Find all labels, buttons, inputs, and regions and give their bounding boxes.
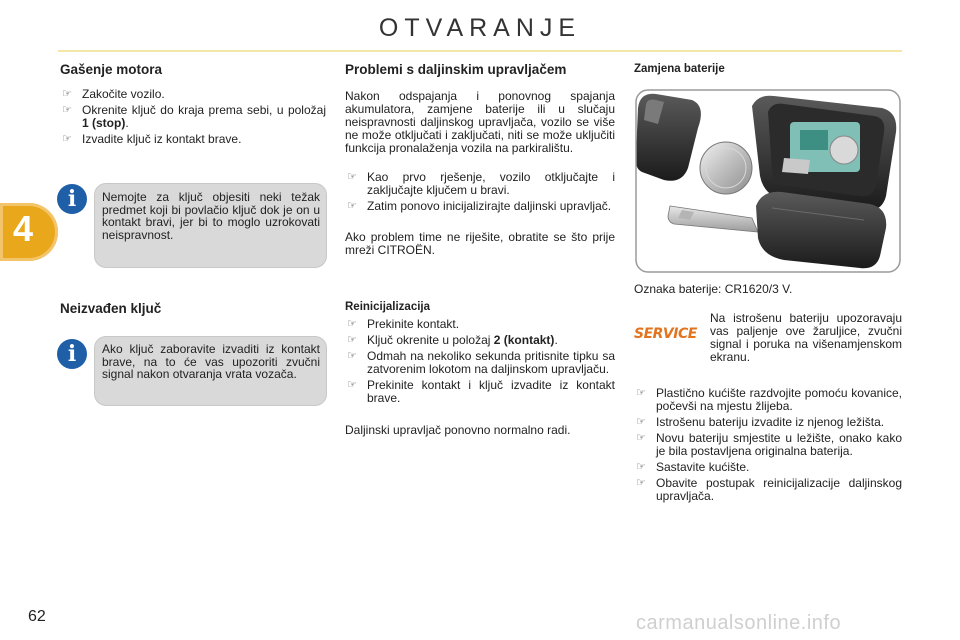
list-item [345, 334, 615, 347]
pointing-hand-icon: ☞ [62, 133, 72, 145]
list-item-text: Izvadite ključ iz kontakt brave. [82, 132, 242, 146]
key-battery-photo [634, 88, 902, 274]
list-item [345, 350, 615, 376]
key-battery-illustration [634, 88, 902, 274]
watermark: carmanualsonline.info [636, 612, 842, 634]
pointing-hand-icon: ☞ [636, 477, 646, 489]
pointing-hand-icon: ☞ [347, 350, 357, 362]
key-left-heading: Neizvađen ključ [60, 301, 162, 316]
list-item [634, 387, 902, 413]
list-item-text: Sastavite kućište. [656, 460, 750, 474]
list-item [634, 477, 902, 503]
remote-problems-steps [345, 171, 615, 216]
pointing-hand-icon: ☞ [636, 416, 646, 428]
list-item-text: Zatim ponovo inicijalizirajte daljinski upravljač. [367, 199, 612, 213]
info-icon: i [57, 184, 87, 214]
pointing-hand-icon: ☞ [347, 379, 357, 391]
list-item [345, 171, 615, 197]
pointing-hand-icon: ☞ [347, 318, 357, 330]
list-item-tail: . [125, 116, 129, 130]
list-item-text: Kao prvo rješenje, vozilo otključajte i zaključajte ključem u bravi. [367, 170, 615, 197]
list-item-text: Istrošenu bateriju izvadite iz njenog ležišta. [656, 415, 885, 429]
pointing-hand-icon: ☞ [636, 387, 646, 399]
pointing-hand-icon: ☞ [636, 461, 646, 473]
service-warning-text: Na istrošenu bateriju upozoravaju vas paljenje ove žaruljice, zvučni signal i poruka na višenamjenskom ekranu. [710, 311, 902, 364]
list-item [345, 379, 615, 405]
engine-off-heading: Gašenje motora [60, 62, 163, 77]
list-item-text: Ključ okrenite u položaj [367, 333, 494, 347]
list-item [634, 432, 902, 458]
list-item-text: Prekinite kontakt i ključ izvadite iz kontakt brave. [367, 378, 615, 405]
list-item [60, 133, 326, 146]
pointing-hand-icon: ☞ [636, 432, 646, 444]
service-icon: SERVICE [634, 326, 697, 342]
title-divider [58, 50, 902, 52]
list-item-emphasis: 2 (kontakt) [493, 333, 555, 347]
reinit-steps [345, 318, 615, 408]
list-item-text: Odmah na nekoliko sekunda pritisnite tipku sa zatvorenim lokotom na daljinskom upravljaču. [367, 349, 615, 376]
pointing-hand-icon: ☞ [347, 200, 357, 212]
page-title: OTVARANJE [378, 14, 582, 42]
list-item-emphasis: 1 (stop) [82, 116, 126, 130]
pointing-hand-icon: ☞ [347, 334, 357, 346]
list-item-text: Zakočite vozilo. [82, 87, 165, 101]
reinit-heading: Reinicijalizacija [345, 301, 431, 313]
pointing-hand-icon: ☞ [347, 171, 357, 183]
list-item [345, 318, 615, 331]
list-item [60, 88, 326, 101]
list-item-text: Prekinite kontakt. [367, 317, 460, 331]
info-icon: i [57, 339, 87, 369]
list-item-tail: . [554, 333, 558, 347]
battery-heading: Zamjena baterije [634, 63, 725, 75]
list-item [60, 104, 326, 130]
info-note-text: Ako ključ zaboravite izvaditi iz kontakt brave, na to će vas upozoriti zvučni signal nakon otvaranja vrata vozača. [102, 342, 320, 381]
pointing-hand-icon: ☞ [62, 104, 72, 116]
list-item [345, 200, 615, 213]
remote-problems-heading: Problemi s daljinskim upravljačem [345, 62, 567, 77]
remote-problems-intro: Nakon odspajanja i ponovnog spajanja akumulatora, zamjene baterije ili u slučaju neispravnosti daljinskog upravljača, vozilo se više ne može otključati i zaključati, niti se može uključiti funkcija pronalaženja vozila na parkiralištu. [345, 89, 615, 155]
pointing-hand-icon: ☞ [62, 88, 72, 100]
engine-off-steps [60, 88, 326, 149]
page-number: 62 [28, 608, 46, 625]
list-item [634, 416, 902, 429]
list-item-text: Plastično kućište razdvojite pomoću kovanice, počevši na mjestu žlijeba. [656, 386, 902, 413]
list-item-text: Obavite postupak reinicijalizacije daljinskog upravljača. [656, 476, 902, 503]
list-item-text: Novu bateriju smjestite u ležište, onako kako je bila postavljena originalna baterija. [656, 431, 902, 458]
battery-type-label: Oznaka baterije: CR1620/3 V. [634, 282, 793, 296]
chapter-number: 4 [12, 208, 34, 249]
battery-steps [634, 387, 902, 506]
info-note-text: Nemojte za ključ objesiti neki težak predmet koji bi povlačio ključ dok je on u kontakt bravi, jer bi to moglo uzrokovati neispravnost. [102, 190, 320, 242]
reinit-outro: Daljinski upravljač ponovno normalno radi. [345, 423, 571, 437]
remote-problems-outro: Ako problem time ne riješite, obratite se što prije mreži CITROËN. [345, 230, 615, 257]
list-item [634, 461, 902, 474]
list-item-text: Okrenite ključ do kraja prema sebi, u položaj [82, 103, 326, 117]
